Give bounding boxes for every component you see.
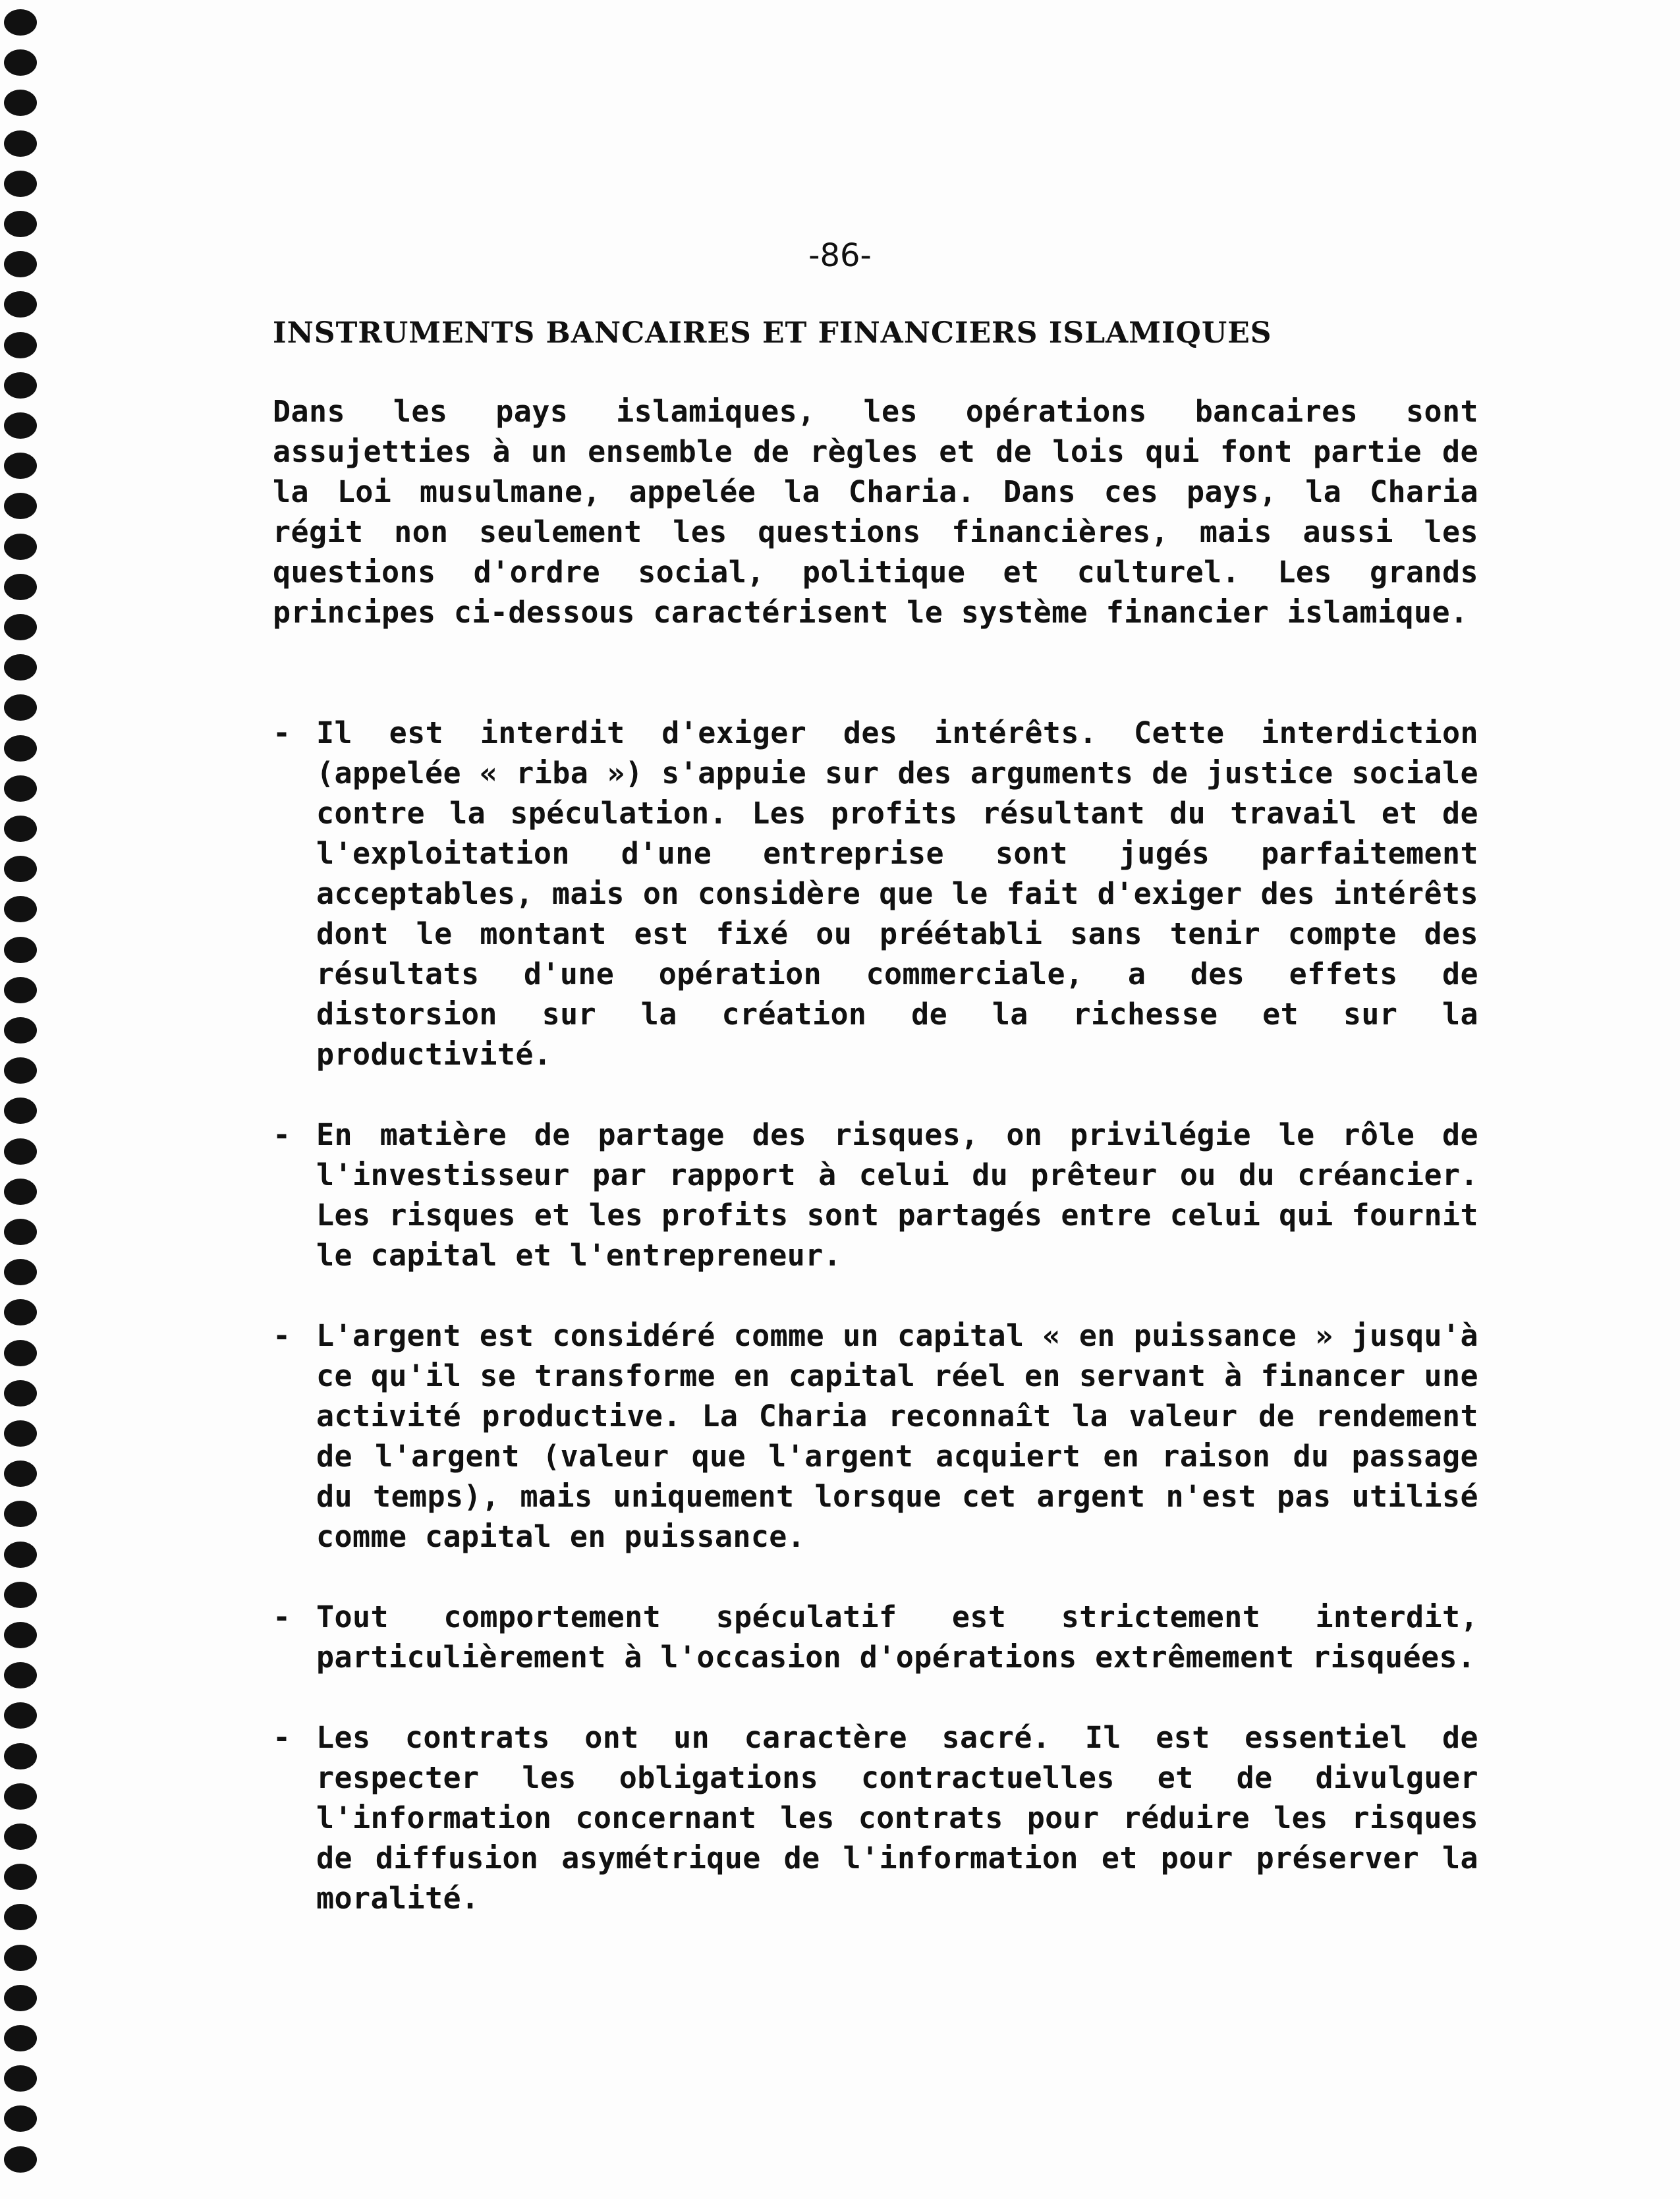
list-item-text: En matière de partage des risques, on privilégie le rôle de l'investisseur par rapport à celui du prêteur ou du créancier. Les risques et les profits sont partagés entre celui qui fournit le capital et l'entrepreneur. xyxy=(316,1117,1478,1273)
binding-hole xyxy=(4,1702,37,1729)
bullet-dash: - xyxy=(273,1600,291,1634)
binding-hole xyxy=(4,1299,37,1325)
list-item xyxy=(273,713,1478,1074)
binding-hole xyxy=(4,937,37,963)
list-item-text: L'argent est considéré comme un capital « en puissance » jusqu'à ce qu'il se transforme en capital réel en servant à financer une activité productive. La Charia reconnaît la valeur de rendement de l'argent (valeur que l'argent acquiert en raison du passage du temps), mais uniquement lorsque cet argent n'est pas utilisé comme capital en puissance. xyxy=(316,1318,1478,1554)
binding-hole xyxy=(4,291,37,318)
binding-hole xyxy=(4,1380,37,1406)
binding-hole xyxy=(4,1340,37,1366)
binding-hole xyxy=(4,90,37,116)
binding-hole xyxy=(4,735,37,762)
binding-hole xyxy=(4,2065,37,2092)
bullet-dash: - xyxy=(273,1318,291,1353)
binding-hole xyxy=(4,1098,37,1124)
binding-hole xyxy=(4,1662,37,1688)
binding-hole xyxy=(4,1823,37,1850)
principles-list xyxy=(273,713,1478,1918)
list-item-text: Il est interdit d'exiger des intérêts. Cette interdiction (appelée « riba ») s'appuie sur des arguments de justice sociale contre la spéculation. Les profits résultant du travail et de l'exploitation d'une entreprise sont jugés parfaitement acceptables, mais on considère que le fait d'exiger des intérêts dont le montant est fixé ou préétabli sans tenir compte des résultats d'une opération commerciale, a des effets de distorsion sur la création de la richesse et sur la productivité. xyxy=(316,715,1478,1072)
binding-hole xyxy=(4,211,37,237)
list-item xyxy=(273,1717,1478,1918)
binding-hole xyxy=(4,412,37,439)
body-content xyxy=(273,391,1478,1959)
binding-hole xyxy=(4,896,37,922)
binding-hole xyxy=(4,1461,37,1487)
binding-hole xyxy=(4,130,37,157)
binding-hole xyxy=(4,453,37,479)
binding-hole xyxy=(4,1259,37,1285)
binding-hole xyxy=(4,1945,37,1971)
intro-paragraph: Dans les pays islamiques, les opérations bancaires sont assujetties à un ensemble de règles et de lois qui font partie de la Loi musulmane, appelée la Charia. Dans ces pays, la Charia régit non seulement les questions financières, mais aussi les questions d'ordre social, politique et culturel. Les grands principes ci-dessous caractérisent le système financier islamique. xyxy=(273,394,1478,630)
binding-hole xyxy=(4,49,37,76)
binding-hole xyxy=(4,694,37,721)
binding-hole xyxy=(4,1743,37,1769)
binding-hole xyxy=(4,614,37,640)
list-item-text: Les contrats ont un caractère sacré. Il est essentiel de respecter les obligations contractuelles et de divulguer l'information concernant les contrats pour réduire les risques de diffusion asymétrique de l'information et pour préserver la moralité. xyxy=(316,1720,1478,1916)
section-heading: INSTRUMENTS BANCAIRES ET FINANCIERS ISLAMIQUES xyxy=(273,316,1272,350)
page-number: -86- xyxy=(808,237,872,274)
binding-hole xyxy=(4,816,37,842)
list-item-text: Tout comportement spéculatif est strictement interdit, particulièrement à l'occasion d'opérations extrêmement risquées. xyxy=(316,1600,1478,1675)
binding-hole xyxy=(4,1179,37,1205)
bullet-dash: - xyxy=(273,1117,291,1152)
binding-hole xyxy=(4,1985,37,2011)
binding-hole xyxy=(4,171,37,197)
binding-hole xyxy=(4,2025,37,2051)
list-item xyxy=(273,1316,1478,1557)
binding-hole xyxy=(4,1783,37,1810)
binding-hole xyxy=(4,1057,37,1084)
binding-hole xyxy=(4,574,37,600)
binding-hole xyxy=(4,1864,37,1890)
binding-hole xyxy=(4,775,37,802)
binding-hole xyxy=(4,1420,37,1447)
list-item xyxy=(273,1597,1478,1677)
binding-hole xyxy=(4,856,37,882)
binding-hole xyxy=(4,654,37,681)
binding-hole xyxy=(4,332,37,358)
binding-hole xyxy=(4,534,37,560)
binding-hole xyxy=(4,2105,37,2132)
binding-hole xyxy=(4,1219,37,1245)
binding-hole xyxy=(4,1017,37,1044)
binding-holes xyxy=(4,0,43,2199)
binding-hole xyxy=(4,1542,37,1568)
binding-hole xyxy=(4,9,37,36)
binding-hole xyxy=(4,1622,37,1648)
binding-hole xyxy=(4,493,37,519)
binding-hole xyxy=(4,372,37,399)
list-item xyxy=(273,1115,1478,1275)
binding-hole xyxy=(4,1904,37,1930)
binding-hole xyxy=(4,977,37,1003)
binding-hole xyxy=(4,1582,37,1608)
binding-hole xyxy=(4,1501,37,1527)
bullet-dash: - xyxy=(273,1720,291,1755)
binding-hole xyxy=(4,2146,37,2173)
bullet-dash: - xyxy=(273,715,291,750)
binding-hole xyxy=(4,1138,37,1165)
